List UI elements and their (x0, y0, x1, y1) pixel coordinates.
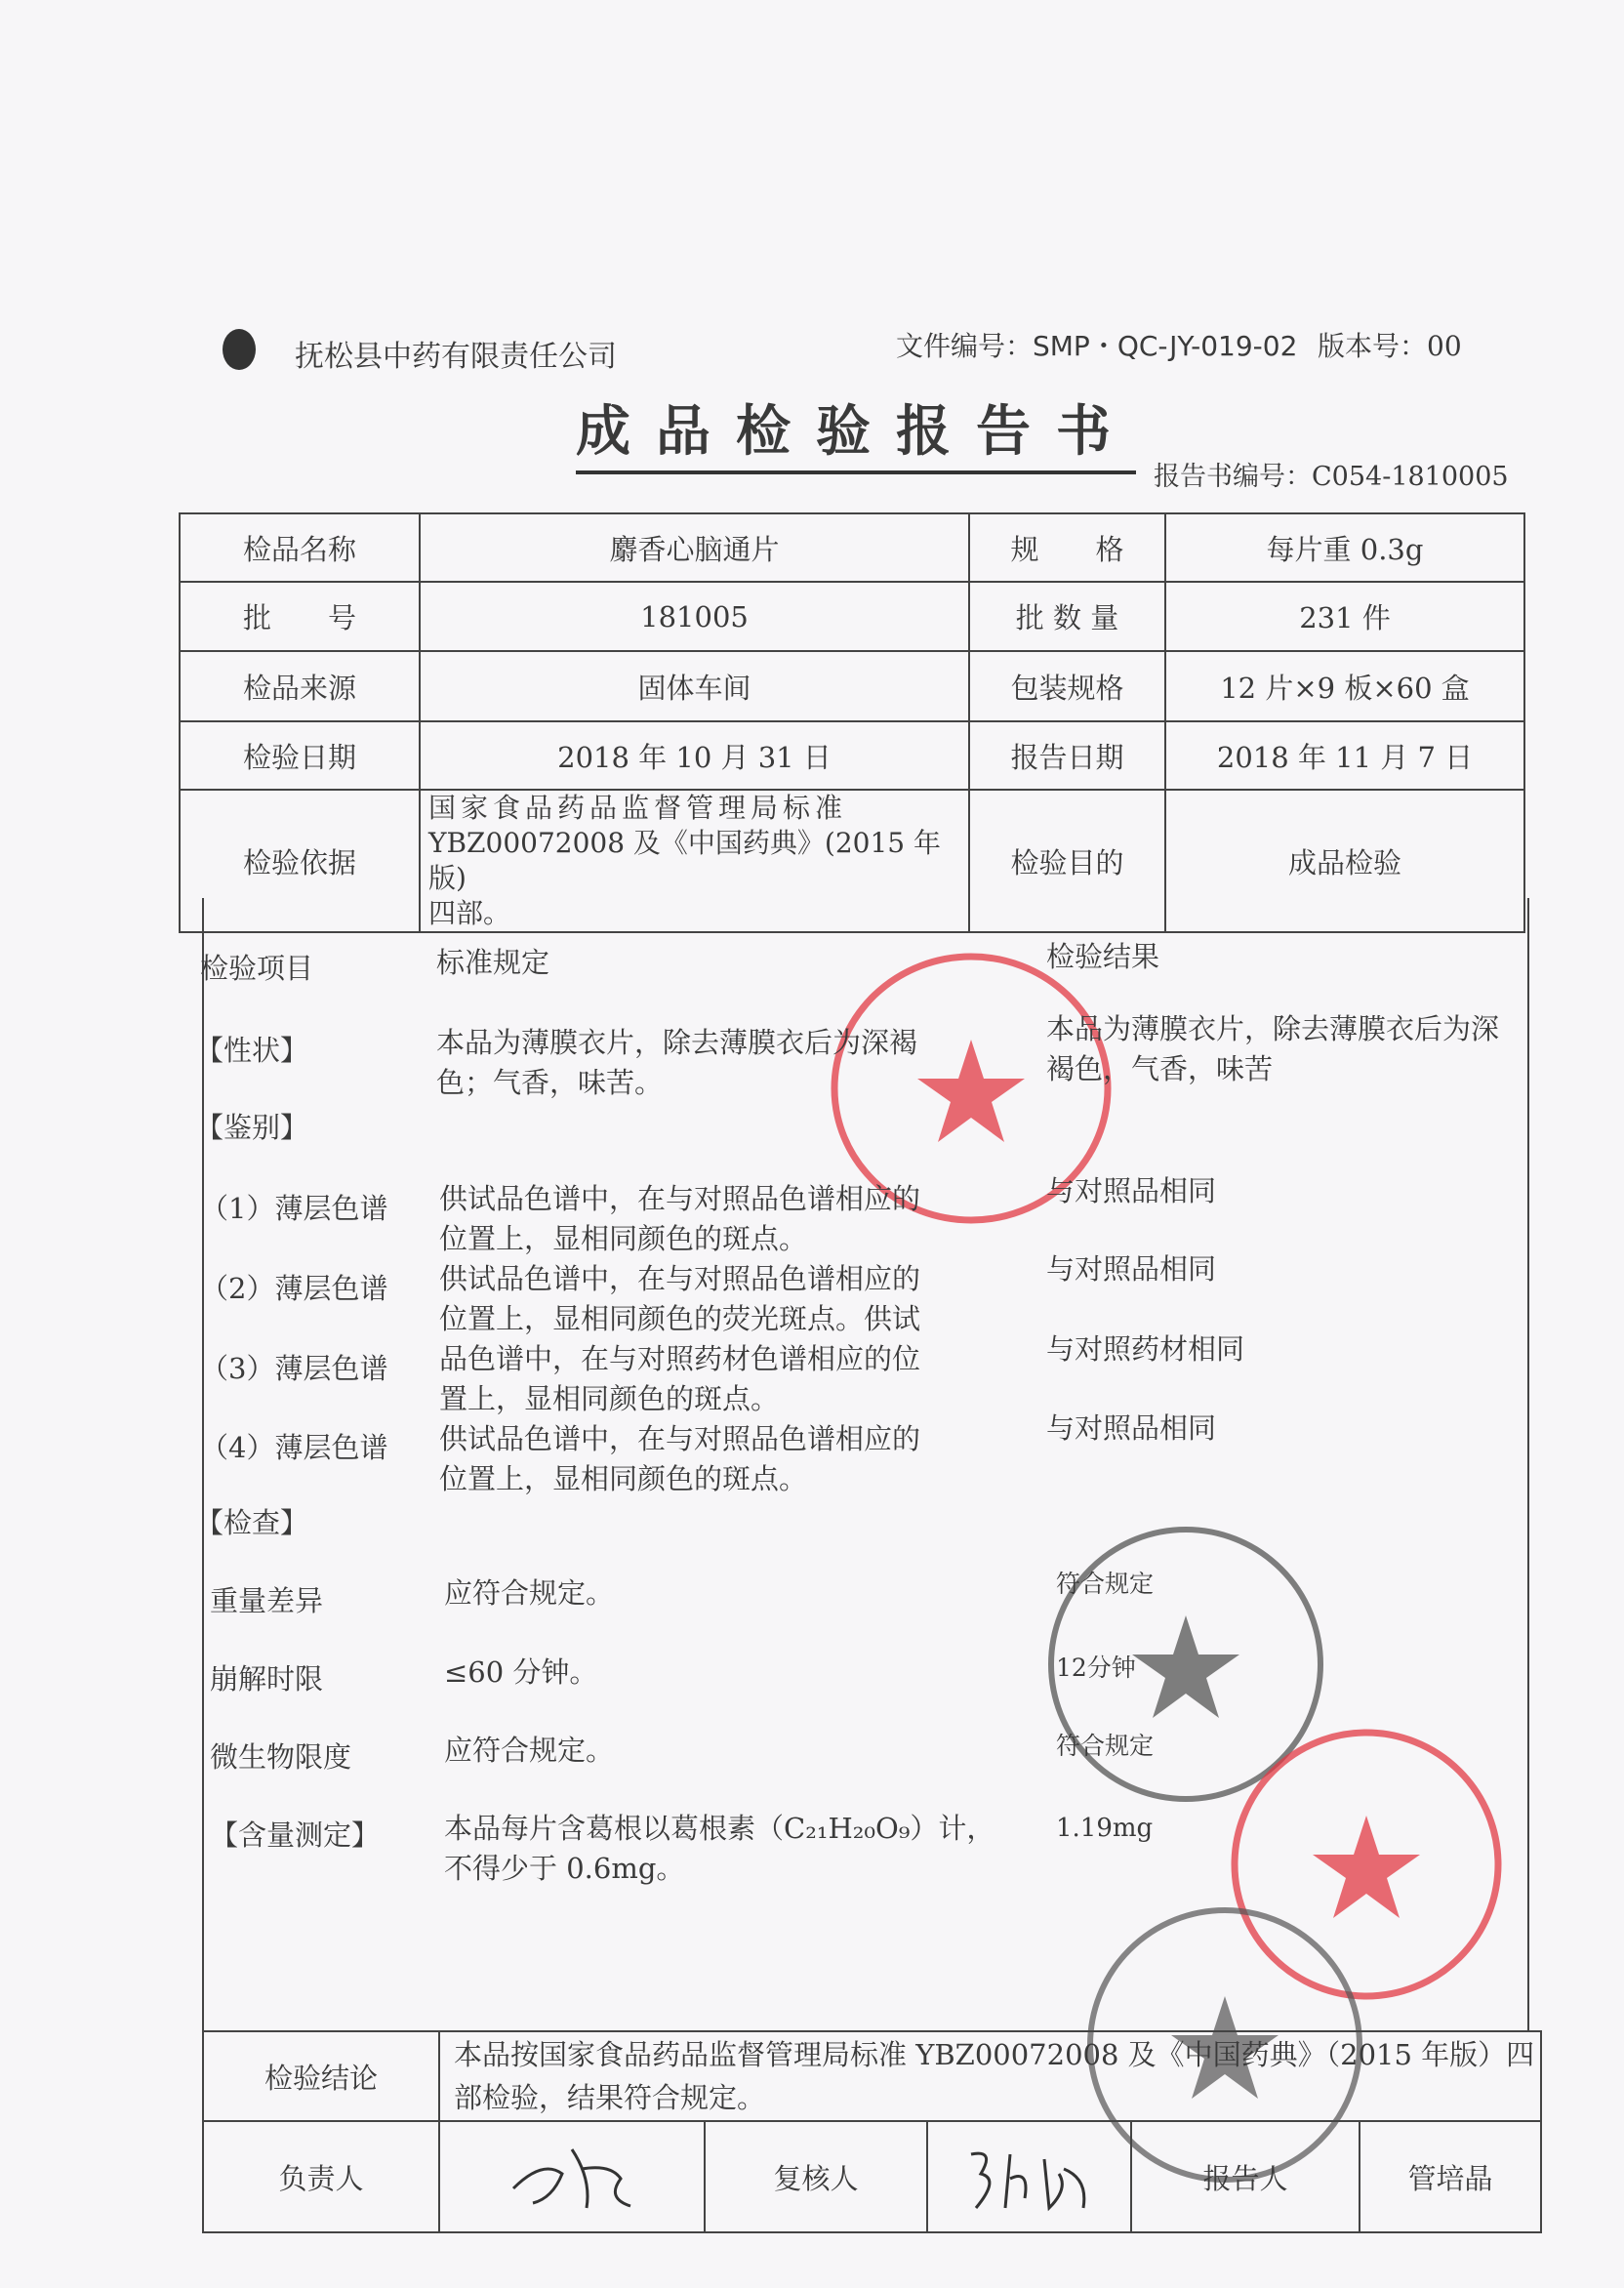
product-info-table (179, 512, 1525, 933)
line: 位置上，显相同颜色的斑点。 (439, 1222, 808, 1255)
line: 本品为薄膜衣片，除去薄膜衣后为深褐 (436, 1026, 918, 1059)
tlc-1-result: 与对照品相同 (1046, 1174, 1217, 1207)
line: 供试品色谱中，在与对照品色谱相应的 (439, 1262, 921, 1295)
item-identification: 【鉴别】 (195, 1111, 309, 1144)
tlc-standards (439, 1179, 920, 1499)
batch-number: 181005 (420, 582, 969, 651)
items-header-item: 检验项目 (200, 952, 314, 985)
document-number: 文件编号：SMP・QC-JY-019-02 (896, 330, 1298, 362)
weight-standard: 应符合规定。 (444, 1576, 615, 1610)
label: 批 数 量 (969, 582, 1165, 651)
item-tlc-4: （4）薄层色谱 (200, 1431, 388, 1464)
line: 褐色，气香，味苦 (1046, 1052, 1274, 1085)
packaging: 12 片×9 板×60 盒 (1165, 651, 1524, 721)
responsible-label: 负责人 (203, 2121, 439, 2232)
items-header-standard: 标准规定 (436, 946, 550, 979)
line: 本品按国家食品药品监督管理局标准 YBZ00072008 及《中国药典》（2015 年版）四 (454, 2038, 1535, 2071)
line: 色；气香，味苦。 (436, 1066, 664, 1099)
basis-line: 四部。 (428, 897, 511, 929)
label: 包装规格 (969, 651, 1165, 721)
company-logo-icon (223, 329, 256, 370)
appearance-result (1046, 1009, 1499, 1089)
tlc-2-result: 与对照品相同 (1046, 1252, 1217, 1286)
label: 检验依据 (180, 790, 420, 932)
item-weight: 重量差异 (210, 1584, 324, 1617)
test-basis (420, 790, 969, 932)
conclusion-text (439, 2031, 1541, 2121)
assay-standard (444, 1809, 995, 1889)
source: 固体车间 (420, 651, 969, 721)
item-tlc-2: （2）薄层色谱 (200, 1272, 388, 1305)
basis-line: YBZ00072008 及《中国药典》(2015 年版) (428, 827, 942, 894)
label: 检验日期 (180, 721, 420, 790)
reviewer-signature (927, 2121, 1131, 2232)
disintegration-standard: ≤60 分钟。 (444, 1655, 598, 1689)
test-date: 2018 年 10 月 31 日 (420, 721, 969, 790)
appearance-standard (436, 1023, 917, 1103)
microbial-result: 符合规定 (1056, 1732, 1155, 1760)
item-assay: 【含量测定】 (210, 1818, 381, 1852)
weight-result: 符合规定 (1056, 1570, 1155, 1598)
line: 供试品色谱中，在与对照品色谱相应的 (439, 1422, 921, 1455)
responsible-signature (439, 2121, 705, 2232)
basis-line: 国家食品药品监督管理局标准 (428, 792, 848, 824)
microbial-standard: 应符合规定。 (444, 1734, 615, 1767)
reviewer-label: 复核人 (705, 2121, 927, 2232)
reporter-label: 报告人 (1131, 2121, 1360, 2232)
line: 供试品色谱中，在与对照品色谱相应的 (439, 1182, 921, 1215)
version-number: 版本号：00 (1318, 330, 1462, 362)
label: 检品来源 (180, 651, 420, 721)
report-number: 报告书编号：C054-1810005 (1154, 462, 1509, 492)
reporter-name: 管培晶 (1360, 2121, 1541, 2232)
label: 规 格 (969, 513, 1165, 582)
item-tlc-1: （1）薄层色谱 (200, 1192, 388, 1225)
item-tlc-3: （3）薄层色谱 (200, 1352, 388, 1385)
label: 报告日期 (969, 721, 1165, 790)
line: 本品为薄膜衣片，除去薄膜衣后为深 (1046, 1012, 1500, 1045)
line: 不得少于 0.6mg。 (444, 1852, 685, 1885)
label: 检品名称 (180, 513, 420, 582)
item-check: 【检查】 (195, 1506, 309, 1539)
line: 置上，显相同颜色的斑点。 (439, 1382, 780, 1415)
product-name: 麝香心脑通片 (420, 513, 969, 582)
line: 位置上，显相同颜色的荧光斑点。供试 (439, 1302, 921, 1335)
conclusion-signature-table (202, 2030, 1542, 2233)
assay-result: 1.19mg (1056, 1814, 1154, 1843)
spec: 每片重 0.3g (1165, 513, 1524, 582)
tlc-4-result: 与对照品相同 (1046, 1411, 1217, 1445)
company-name: 抚松县中药有限责任公司 (295, 340, 617, 374)
line: 部检验，结果符合规定。 (454, 2081, 766, 2114)
line: 品色谱中，在与对照药材色谱相应的位 (439, 1342, 921, 1375)
handwritten-signature (952, 2130, 1108, 2218)
batch-quantity: 231 件 (1165, 582, 1524, 651)
tlc-3-result: 与对照药材相同 (1046, 1332, 1245, 1366)
conclusion-label: 检验结论 (203, 2031, 439, 2121)
disintegration-result: 12分钟 (1056, 1654, 1136, 1682)
label: 批 号 (180, 582, 420, 651)
item-microbial: 微生物限度 (210, 1740, 352, 1774)
handwritten-signature (494, 2130, 650, 2218)
items-header-result: 检验结果 (1046, 940, 1160, 973)
item-disintegration: 崩解时限 (210, 1662, 324, 1696)
report-date: 2018 年 11 月 7 日 (1165, 721, 1524, 790)
page-title: 成品检验报告书 (576, 388, 1136, 474)
line: 位置上，显相同颜色的斑点。 (439, 1462, 808, 1495)
test-purpose: 成品检验 (1165, 790, 1524, 932)
label: 检验目的 (969, 790, 1165, 932)
item-appearance: 【性状】 (195, 1034, 309, 1067)
line: 本品每片含葛根以葛根素（C₂₁H₂₀O₉）计， (444, 1812, 995, 1845)
